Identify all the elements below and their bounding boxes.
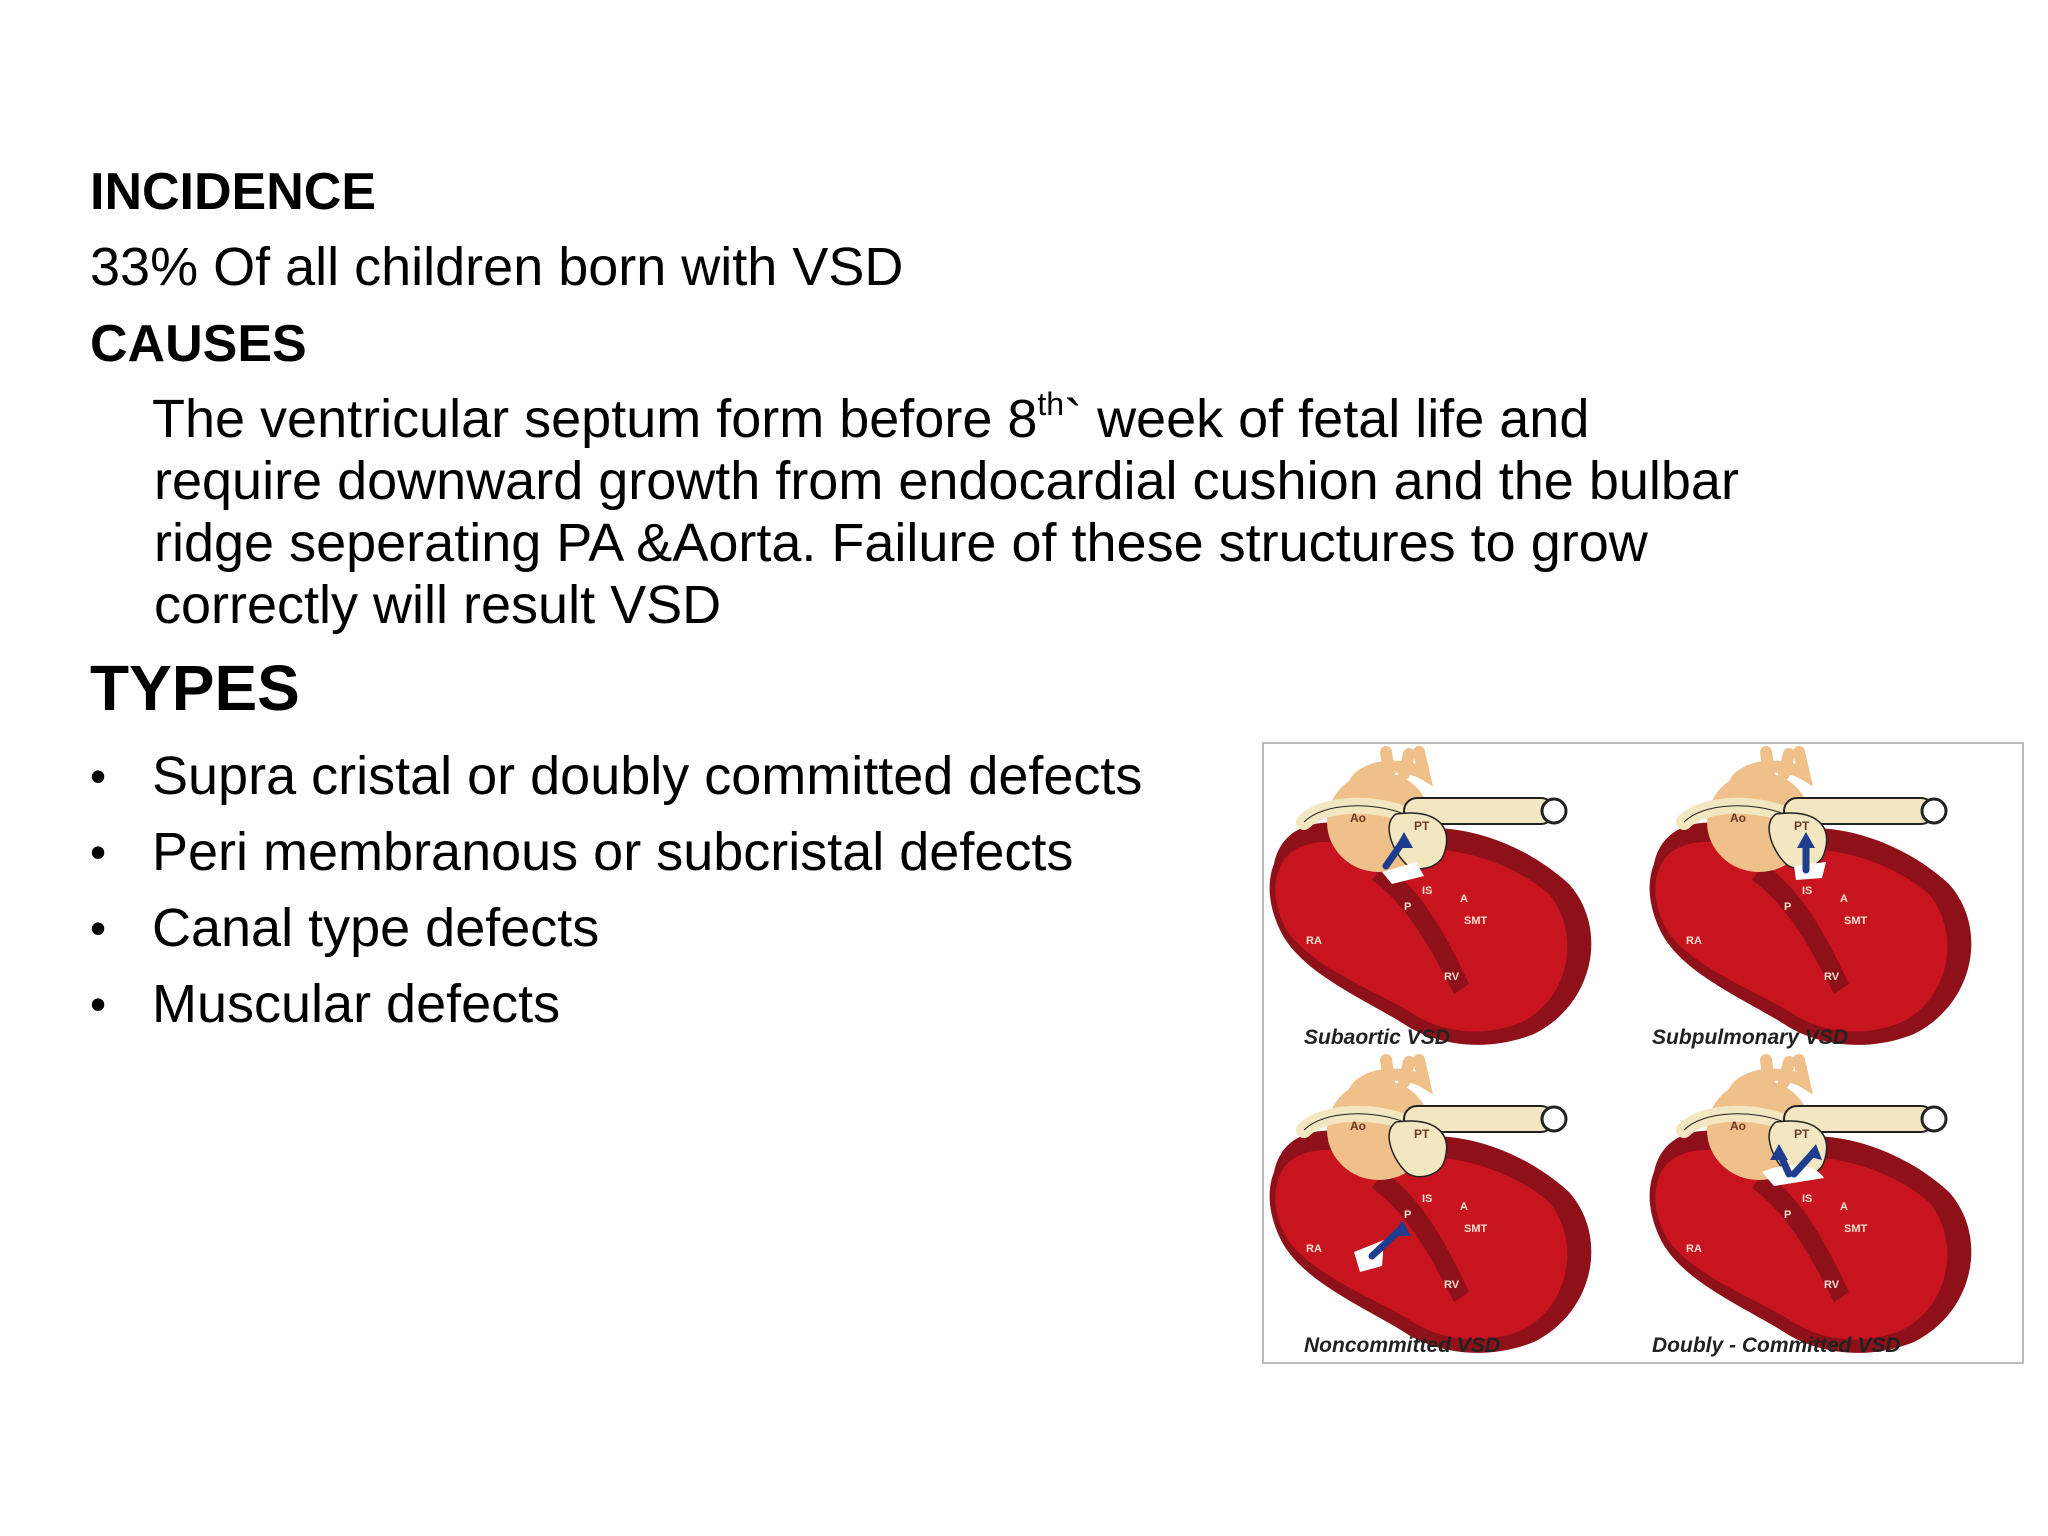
causes-line-1: The ventricular septum form before 8th` week of fetal life and	[152, 386, 1590, 449]
label-p: P	[1784, 901, 1792, 913]
label-is: IS	[1422, 885, 1433, 897]
bullet-icon: •	[90, 978, 107, 1030]
label-a: A	[1460, 893, 1468, 905]
label-ao: Ao	[1350, 1119, 1366, 1133]
label-ra: RA	[1686, 1243, 1702, 1255]
panel-caption: Doubly - Committed VSD	[1652, 1334, 1901, 1357]
label-smt: SMT	[1844, 1223, 1868, 1235]
label-ao: Ao	[1730, 811, 1746, 825]
panel-caption: Subpulmonary VSD	[1652, 1026, 1849, 1049]
vsd-panel	[1650, 752, 1972, 1049]
label-a: A	[1460, 1201, 1468, 1213]
causes-line-3: ridge seperating PA &Aorta. Failure of these structures to grow	[154, 513, 1648, 573]
label-rv: RV	[1444, 971, 1460, 983]
label-rv: RV	[1444, 1279, 1460, 1291]
incidence-heading: INCIDENCE	[90, 163, 377, 221]
label-pt: PT	[1414, 819, 1430, 833]
label-pt: PT	[1794, 819, 1810, 833]
list-item: • Peri membranous or subcristal defects	[90, 814, 1142, 890]
causes-heading: CAUSES	[90, 315, 307, 373]
pulmonary-tube-end	[1542, 1107, 1566, 1131]
label-smt: SMT	[1464, 915, 1488, 927]
causes-line-4: correctly will result VSD	[154, 575, 722, 635]
label-ra: RA	[1686, 935, 1702, 947]
label-p: P	[1404, 1209, 1412, 1221]
label-is: IS	[1422, 1193, 1433, 1205]
label-ra: RA	[1306, 935, 1322, 947]
pulmonary-tube-end	[1542, 799, 1566, 823]
bullet-icon: •	[90, 750, 107, 802]
list-item: • Canal type defects	[90, 890, 1142, 966]
label-is: IS	[1802, 885, 1813, 897]
causes-paragraph	[152, 388, 1912, 636]
vsd-illustration	[1264, 744, 2022, 1362]
list-item: • Supra cristal or doubly committed defects	[90, 738, 1142, 814]
bullet-icon: •	[90, 826, 107, 878]
bullet-icon: •	[90, 902, 107, 954]
types-heading: TYPES	[90, 652, 300, 724]
label-rv: RV	[1824, 1279, 1840, 1291]
label-pt: PT	[1794, 1127, 1810, 1141]
causes-line-2: require downward growth from endocardial cushion and the bulbar	[154, 451, 1739, 511]
pulmonary-tube-end	[1922, 1107, 1946, 1131]
label-p: P	[1784, 1209, 1792, 1221]
vsd-types-figure	[1262, 742, 2024, 1364]
label-a: A	[1840, 1201, 1848, 1213]
ordinal-superscript: th	[1037, 386, 1065, 422]
label-ao: Ao	[1730, 1119, 1746, 1133]
types-list	[90, 738, 1142, 1042]
panel-caption: Subaortic VSD	[1304, 1026, 1450, 1049]
label-rv: RV	[1824, 971, 1840, 983]
label-is: IS	[1802, 1193, 1813, 1205]
panel-caption: Noncommitted VSD	[1304, 1334, 1501, 1357]
label-ra: RA	[1306, 1243, 1322, 1255]
label-p: P	[1404, 901, 1412, 913]
vsd-panel	[1270, 752, 1592, 1049]
vsd-panel	[1270, 1060, 1592, 1357]
label-smt: SMT	[1844, 915, 1868, 927]
label-ao: Ao	[1350, 811, 1366, 825]
label-smt: SMT	[1464, 1223, 1488, 1235]
incidence-text: 33% Of all children born with VSD	[90, 237, 904, 297]
label-pt: PT	[1414, 1127, 1430, 1141]
vsd-panel	[1650, 1060, 1972, 1357]
label-a: A	[1840, 893, 1848, 905]
pulmonary-tube-end	[1922, 799, 1946, 823]
list-item: • Muscular defects	[90, 966, 1142, 1042]
